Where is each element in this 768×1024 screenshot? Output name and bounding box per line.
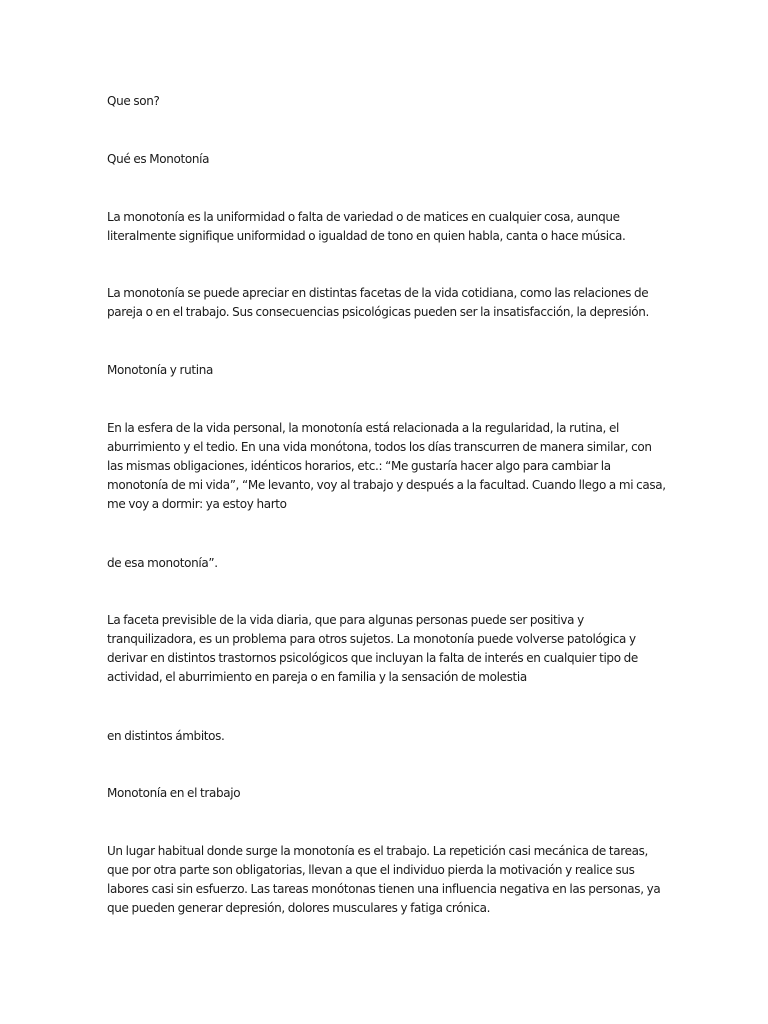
paragraph-facets: La monotonía se puede apreciar en distintas facetas de la vida cotidiana, como las relaciones de pareja o en el trabajo. Sus consecuencias psicológicas pueden ser la insatisfacción, la depresión. <box>107 286 650 319</box>
paragraph-work: Un lugar habitual donde surge la monotonía es el trabajo. La repetición casi mecánica de tareas, que por otra parte son obligatorias, llevan a que el individuo pierda la motivación y realice sus labores casi sin esfuerzo. Las tareas monótonas tienen una influencia negativa en las personas, ya que pueden generar depresión, dolores musculares y fatiga crónica. <box>107 844 661 915</box>
paragraph-definition: La monotonía es la uniformidad o falta de variedad o de matices en cualquier cosa, aunque literalmente signifique uniformidad o igualdad de tono en quien habla, canta o hace música. <box>107 210 626 243</box>
heading-que-es-monotonia: Qué es Monotonía <box>107 152 210 166</box>
heading-monotonia-y-rutina: Monotonía y rutina <box>107 363 213 377</box>
paragraph-predictable-facet: La faceta previsible de la vida diaria, que para algunas personas puede ser positiva y tranquilizadora, es un problema para otros sujetos. La monotonía puede volverse patológica y derivar en distintos trastornos psicológicos que incluyan la falta de interés en cualquier tipo de actividad, el aburrimiento en pareja o en familia y la sensación de molestia <box>107 613 638 684</box>
paragraph-personal-life: En la esfera de la vida personal, la monotonía está relacionada a la regularidad, la rutina, el aburrimiento y el tedio. En una vida monótona, todos los días transcurren de manera similar, con las mismas obligaciones, idénticos horarios, etc.: “Me gustaría hacer algo para cambiar la monotonía de mi vida”, “Me levanto, voy al trabajo y después a la facultad. Cuando llego a mi casa, me voy a dormir: ya estoy harto <box>107 421 666 511</box>
paragraph-continuation-2: en distintos ámbitos. <box>107 729 225 743</box>
heading-que-son: Que son? <box>107 94 160 108</box>
paragraph-continuation-1: de esa monotonía”. <box>107 556 218 570</box>
heading-monotonia-en-el-trabajo: Monotonía en el trabajo <box>107 786 241 800</box>
